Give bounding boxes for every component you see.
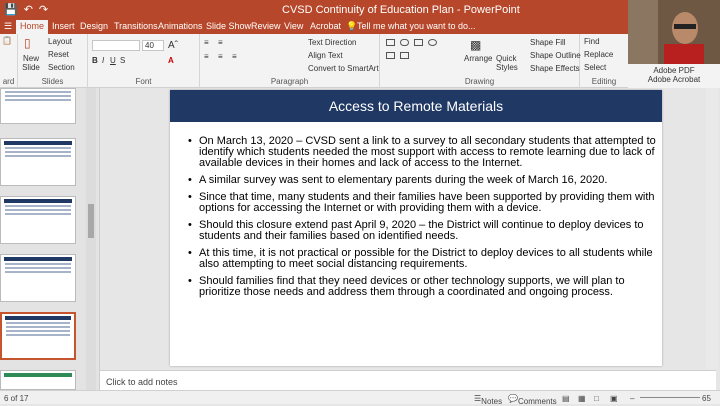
text-direction-button[interactable]: Text Direction — [308, 38, 357, 47]
notes-placeholder: Click to add notes — [106, 377, 178, 387]
slide-thumbnail[interactable] — [0, 196, 76, 244]
arrange-icon[interactable]: ▩ — [470, 38, 482, 52]
slide-thumbnail[interactable] — [0, 138, 76, 186]
align-right-icon[interactable]: ≡ — [232, 52, 237, 61]
grow-font-icon[interactable]: Aˆ — [168, 40, 178, 51]
slideshow-icon[interactable]: ▣ — [610, 394, 618, 403]
zoom-level: 65 — [702, 394, 711, 403]
notes-pane[interactable] — [100, 370, 716, 390]
slide-thumbnail[interactable] — [0, 370, 76, 390]
reading-view-icon[interactable]: □ — [594, 394, 599, 403]
slides-group — [18, 34, 88, 88]
bullet-item: • On March 13, 2020 – CVSD sent a link to a survey to all secondary students that attempted to identify which students needed the most support with access to remote learning due to lack of available devices in their homes and lack of access to the Internet. — [188, 136, 658, 169]
paragraph-group-label: Paragraph — [270, 77, 309, 86]
bullet-list[interactable] — [188, 136, 658, 304]
bullet-item: • A similar survey was sent to elementary parents during the week of March 16, 2020. — [188, 175, 658, 186]
lightbulb-icon: 💡 — [346, 21, 358, 31]
tab-view[interactable]: View — [284, 21, 304, 31]
slide-counter: 6 of 17 — [4, 394, 29, 403]
paragraph-group — [200, 34, 380, 88]
comments-button[interactable]: 💬 Comments — [508, 394, 557, 406]
font-group — [88, 34, 200, 88]
layout-button[interactable]: Layout — [48, 37, 73, 46]
slide-thumbnail[interactable] — [0, 88, 76, 124]
align-text-button[interactable]: Align Text — [308, 51, 343, 60]
tab-transitions[interactable]: Transitions — [114, 21, 158, 31]
clipboard-label: ard — [2, 77, 15, 86]
notes-button[interactable]: ☰ Notes — [474, 394, 503, 406]
window-title: CVSD Continuity of Education Plan - PowerPoint — [282, 4, 520, 16]
find-button[interactable]: Find — [584, 37, 600, 46]
rectangle-shape-icon[interactable] — [386, 39, 395, 46]
quick-styles-button[interactable]: Quick Styles — [496, 54, 518, 72]
arrange-button[interactable]: Arrange — [464, 54, 493, 63]
zoom-slider[interactable] — [640, 397, 700, 398]
slide-thumbnail[interactable] — [0, 254, 76, 302]
notes-button-label: Notes — [481, 397, 503, 406]
font-group-label: Font — [135, 77, 152, 86]
drawing-group — [380, 34, 580, 88]
normal-view-icon[interactable]: ▤ — [562, 394, 570, 403]
editing-group-label: Editing — [591, 77, 617, 86]
save-icon[interactable]: 💾 — [4, 4, 18, 16]
status-bar — [0, 390, 720, 404]
bold-button[interactable]: B — [92, 56, 98, 65]
bullets-icon[interactable]: ≡ — [204, 38, 209, 47]
shape-fill-button[interactable]: Shape Fill — [530, 38, 566, 47]
tab-home[interactable]: Home — [16, 20, 48, 34]
slide-scrollbar[interactable] — [706, 88, 718, 370]
paste-icon[interactable]: 📋 — [2, 36, 12, 45]
adobe-pdf-button[interactable]: Adobe PDF — [653, 66, 695, 75]
reset-button[interactable]: Reset — [48, 50, 69, 59]
title-bar — [0, 0, 628, 20]
tab-slide-show[interactable]: Slide Show — [206, 21, 252, 31]
scrollbar-handle[interactable] — [88, 204, 94, 238]
underline-button[interactable]: U — [110, 56, 116, 65]
star-shape-icon[interactable] — [400, 52, 409, 59]
current-slide[interactable] — [170, 90, 662, 366]
slides-group-label: Slides — [41, 77, 64, 86]
shadow-button[interactable]: S — [120, 56, 126, 65]
font-size-input[interactable]: 40 — [142, 40, 164, 51]
ribbon-tabs — [0, 20, 628, 34]
slide-canvas — [100, 88, 716, 370]
adobe-group-label: Adobe Acrobat — [647, 75, 701, 84]
bullet-item: • Should families find that they need devices or other technology supports, we will plan to prioritize those needs and address them through a coordinated and ongoing process. — [188, 276, 658, 298]
thumbnails-scrollbar[interactable] — [86, 88, 96, 390]
bullet-item: • At this time, it is not practical or possible for the District to deploy devices to all students while also attempting to meet social distancing requirements. — [188, 248, 658, 270]
tab-insert[interactable]: Insert — [52, 21, 75, 31]
oval-shape-icon[interactable] — [428, 39, 437, 46]
editing-group — [580, 34, 628, 88]
font-name-input[interactable] — [92, 40, 140, 51]
tell-me-search[interactable]: Tell me what you want to do... — [357, 21, 476, 31]
tab-animations[interactable]: Animations — [158, 21, 203, 31]
shape-outline-button[interactable]: Shape Outline — [530, 51, 581, 60]
section-button[interactable]: Section — [48, 63, 75, 72]
shape-effects-button[interactable]: Shape Effects — [530, 64, 580, 73]
slide-thumbnail-selected[interactable] — [0, 312, 76, 360]
replace-button[interactable]: Replace — [584, 50, 614, 59]
file-tab[interactable]: ☰ — [4, 21, 13, 31]
numbering-icon[interactable]: ≡ — [218, 38, 223, 47]
oval-shape-icon[interactable] — [400, 39, 409, 46]
quick-access-toolbar — [4, 3, 48, 16]
convert-smartart-button[interactable]: Convert to SmartArt — [308, 64, 379, 73]
ribbon — [0, 34, 628, 88]
slide-thumbnails-pane[interactable] — [0, 88, 100, 390]
zoom-out-icon[interactable]: – — [630, 394, 635, 403]
align-center-icon[interactable]: ≡ — [218, 52, 223, 61]
comments-button-label: Comments — [517, 397, 557, 406]
adobe-group — [628, 64, 720, 88]
bullet-item: • Should this closure extend past April 9, 2020 – the District will continue to deploy devices to students and their families based on identified needs. — [188, 220, 658, 242]
rectangle-shape-icon[interactable] — [414, 39, 423, 46]
new-slide-button[interactable]: New Slide — [22, 54, 40, 72]
undo-icon[interactable]: ↶ — [23, 4, 33, 16]
tab-review[interactable]: Review — [251, 21, 281, 31]
tab-design[interactable]: Design — [80, 21, 109, 31]
align-left-icon[interactable]: ≡ — [204, 52, 209, 61]
slide-title[interactable]: Access to Remote Materials — [170, 90, 662, 122]
tab-acrobat[interactable]: Acrobat — [310, 21, 342, 31]
arrow-shape-icon[interactable] — [386, 52, 395, 59]
new-slide-icon[interactable]: ▯ — [24, 36, 31, 50]
drawing-group-label: Drawing — [464, 77, 495, 86]
bullet-item: • Since that time, many students and their families have been supported by providing them with options for accessing the Internet or with providing them with a device. — [188, 192, 658, 214]
select-button[interactable]: Select — [584, 63, 607, 72]
italic-button[interactable]: I — [102, 56, 105, 65]
redo-icon[interactable]: ↷ — [38, 4, 49, 16]
font-color-button[interactable]: A — [168, 56, 174, 65]
clipboard-group — [0, 34, 18, 88]
slide-sorter-icon[interactable]: ▦ — [578, 394, 586, 403]
